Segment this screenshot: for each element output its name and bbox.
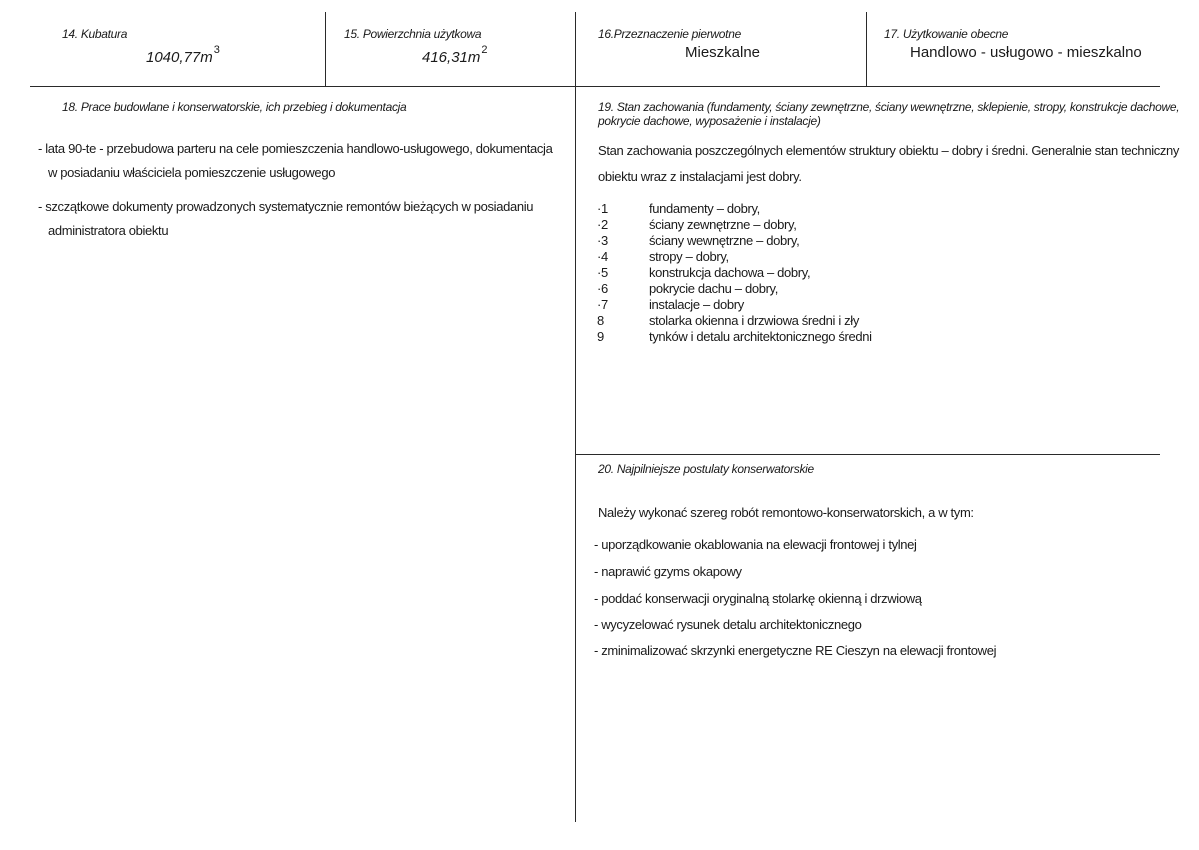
section-18-line-4: administratora obiektu (48, 223, 169, 238)
list-item (597, 265, 872, 281)
list-item-text: tynków i detalu architektonicznego średni (649, 329, 872, 344)
list-item-number: ·3 (597, 233, 608, 248)
uzytkowanie-value: Handlowo - usługowo - mieszkalno (910, 44, 1142, 61)
section-19-label-line-1: 19. Stan zachowania (fundamenty, ściany zewnętrzne, ściany wewnętrzne, sklepienie, stropy, konstrukcje dachowe, (598, 100, 1180, 114)
section-18-line-1: - lata 90-te - przebudowa parteru na cele pomieszczenia handlowo-usługowego, dokumentacja (38, 141, 553, 156)
section-20-intro: Należy wykonać szereg robót remontowo-konserwatorskich, a w tym: (598, 505, 974, 520)
section-19-intro-line-1: Stan zachowania poszczególnych elementów struktury obiektu – dobry i średni. Generalnie stan techniczny (598, 143, 1180, 158)
divider-v-3 (866, 12, 867, 86)
list-item-number: ·1 (597, 201, 608, 216)
section-19-list (597, 201, 872, 345)
list-item (597, 217, 872, 233)
postulat-item: - zminimalizować skrzynki energetyczne RE Cieszyn na elewacji frontowej (594, 643, 997, 658)
list-item-number: ·7 (597, 297, 608, 312)
list-item-text: stolarka okienna i drzwiowa średni i zły (649, 313, 859, 328)
section-19-label (598, 100, 1179, 128)
list-item (597, 297, 872, 313)
postulat-item: - uporządkowanie okablowania na elewacji frontowej i tylnej (594, 537, 917, 552)
powierzchnia-label: 15. Powierzchnia użytkowa (344, 27, 482, 41)
section-18-line-3: - szczątkowe dokumenty prowadzonych systematycznie remontów bieżących w posiadaniu (38, 199, 534, 214)
list-item-number: ·4 (597, 249, 608, 264)
divider-h-mid (575, 454, 1160, 455)
kubatura-label: 14. Kubatura (62, 27, 128, 41)
list-item-text: stropy – dobry, (649, 249, 729, 264)
divider-v-center (575, 12, 576, 822)
przeznaczenie-label: 16.Przeznaczenie pierwotne (598, 27, 741, 41)
list-item-number: 8 (597, 313, 604, 328)
list-item (597, 201, 872, 217)
list-item-number: ·6 (597, 281, 608, 296)
list-item (597, 313, 872, 329)
postulat-item: - naprawić gzyms okapowy (594, 564, 742, 579)
list-item (597, 329, 872, 345)
list-item-text: instalacje – dobry (649, 297, 744, 312)
postulat-item: - wycyzelować rysunek detalu architektonicznego (594, 617, 862, 632)
list-item (597, 281, 872, 297)
kubatura-number: 1040,77m (146, 49, 213, 66)
list-item-text: pokrycie dachu – dobry, (649, 281, 779, 296)
list-item-text: ściany wewnętrzne – dobry, (649, 233, 800, 248)
divider-h-top (30, 86, 1160, 87)
section-19-label-line-2: pokrycie dachowe, wyposażenie i instalacje) (598, 114, 821, 128)
powierzchnia-exponent: 2 (481, 44, 488, 56)
list-item-text: konstrukcja dachowa – dobry, (649, 265, 811, 280)
divider-v-1 (325, 12, 326, 86)
kubatura-value (146, 44, 220, 66)
postulat-item: - poddać konserwacji oryginalną stolarkę okienną i drzwiową (594, 591, 922, 606)
list-item-number: 9 (597, 329, 604, 344)
powierzchnia-number: 416,31m (422, 49, 481, 66)
list-item-text: ściany zewnętrzne – dobry, (649, 217, 797, 232)
list-item-text: fundamenty – dobry, (649, 201, 760, 216)
kubatura-exponent: 3 (213, 44, 220, 56)
section-18-label: 18. Prace budowlane i konserwatorskie, ich przebieg i dokumentacja (62, 100, 407, 114)
powierzchnia-value (422, 44, 488, 66)
uzytkowanie-label: 17. Użytkowanie obecne (884, 27, 1009, 41)
section-18-line-2: w posiadaniu właściciela pomieszczenie usługowego (48, 165, 336, 180)
section-19-intro-line-2: obiektu wraz z instalacjami jest dobry. (598, 169, 802, 184)
list-item-number: ·5 (597, 265, 608, 280)
przeznaczenie-value: Mieszkalne (685, 44, 761, 61)
list-item (597, 233, 872, 249)
section-20-label: 20. Najpilniejsze postulaty konserwatorskie (598, 462, 814, 476)
list-item-number: ·2 (597, 217, 608, 232)
list-item (597, 249, 872, 265)
